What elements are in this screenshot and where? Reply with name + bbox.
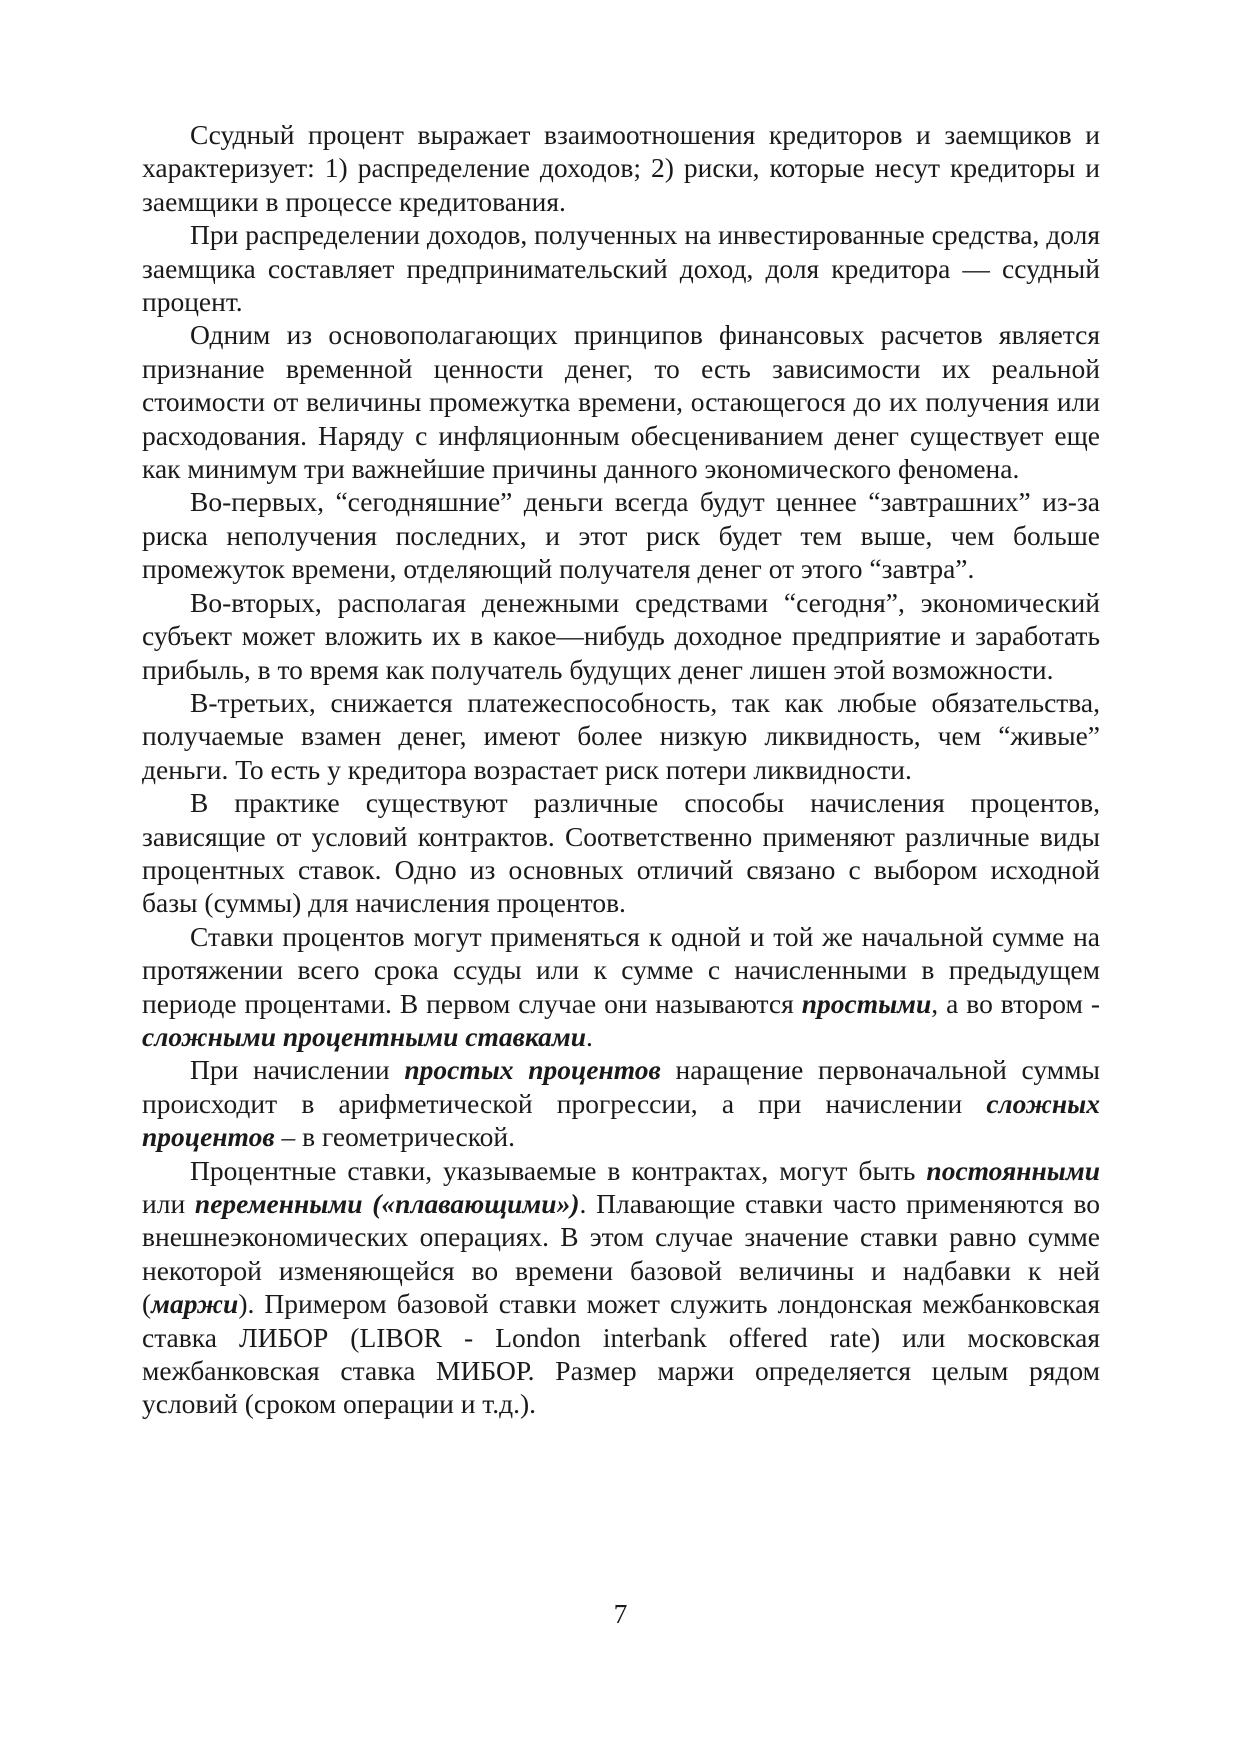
paragraph-5: Во-вторых, располагая денежными средствами “сегодня”, экономический субъект может вложить их в какое—нибудь доходное предприятие и заработать прибыль, в то время как получатель будущих денег лишен этой возможности.	[142, 586, 1100, 685]
emphasis-term: сложных процентов	[142, 1087, 1100, 1153]
page-number: 7	[613, 1598, 628, 1629]
text-run: или	[142, 1188, 195, 1219]
emphasis-term: переменными («плавающими»)	[194, 1188, 580, 1219]
paragraph-10	[142, 1154, 1100, 1421]
emphasis-term: простых процентов	[404, 1054, 661, 1086]
emphasis-term: маржи	[151, 1288, 239, 1320]
text-run: .	[586, 1020, 593, 1052]
paragraph-6: В-третьих, снижается платежеспособность, так как любые обязательства, получаемые взамен денег, имеют более низкую ликвидность, чем “живые” деньги. То есть у кредитора возрастает риск потери ликвидности.	[142, 686, 1100, 785]
paragraph-9	[142, 1053, 1100, 1153]
paragraph-1: Ссудный процент выражает взаимоотношения кредиторов и заемщиков и характеризует: 1) распределение доходов; 2) риски, которые несут кредиторы и заемщики в процессе кредитования.	[142, 119, 1100, 217]
emphasis-term: сложными процентными ставками	[142, 1020, 587, 1052]
paragraph-7: В практике существуют различные способы начисления процентов, зависящие от условий контрактов. Соответственно применяют различные виды процентных ставок. Одно из основных отличий связано с выбором исходной базы (суммы) для начисления процентов.	[142, 787, 1100, 919]
text-run: Ставки процентов могут применяться к одной и той же начальной сумме на протяжении всего срока ссуды или к сумме с начисленными в предыдущем периоде процентами. В первом случае они называются	[142, 920, 1100, 1019]
text-run: ). Примером базовой ставки может служить лондонская межбанковская ставка ЛИБОР (LIBOR - London interbank offered rate) или московская межбанковская ставка МИБОР. Размер маржи определяется целым рядом условий (сроком операции и т.д.).	[142, 1288, 1100, 1420]
paragraph-2: При распределении доходов, полученных на инвестированные средства, доля заемщика составляет предпринимательский доход, доля кредитора — ссудный процент.	[142, 219, 1100, 318]
paragraph-3: Одним из основополагающих принципов финансовых расчетов является признание временной ценности денег, то есть зависимости их реальной стоимости от величины промежутка времени, остающегося до их получения или расходования. Наряду с инфляционным обесцениванием денег существует еще как минимум три важнейшие причины данного экономического феномена.	[142, 319, 1100, 485]
paragraph-4: Во-первых, “сегодняшние” деньги всегда будут ценнее “завтрашних” из-за риска неполучения последних, и этот риск будет тем выше, чем больше промежуток времени, отделяющий получателя денег от этого “завтра”.	[142, 486, 1100, 585]
paragraph-8	[142, 920, 1100, 1054]
emphasis-term: постоянными	[926, 1154, 1100, 1186]
text-run: При начислении	[190, 1054, 405, 1086]
text-run: , а во втором -	[931, 987, 1100, 1019]
text-run: – в геометрической.	[274, 1121, 516, 1153]
text-run: Процентные ставки, указываемые в контрактах, могут быть	[190, 1154, 927, 1186]
emphasis-term: простыми	[801, 987, 932, 1019]
text-run: . Плавающие ставки часто применяются во внешнеэкономических операциях. В этом случае значение ставки равно сумме некоторой изменяющейся во времени базовой величины и надбавки к ней (	[142, 1188, 1100, 1320]
page-body	[142, 118, 1100, 1421]
text-run: наращение первоначальной суммы происходит в арифметической прогрессии, а при начислении	[142, 1054, 1100, 1119]
